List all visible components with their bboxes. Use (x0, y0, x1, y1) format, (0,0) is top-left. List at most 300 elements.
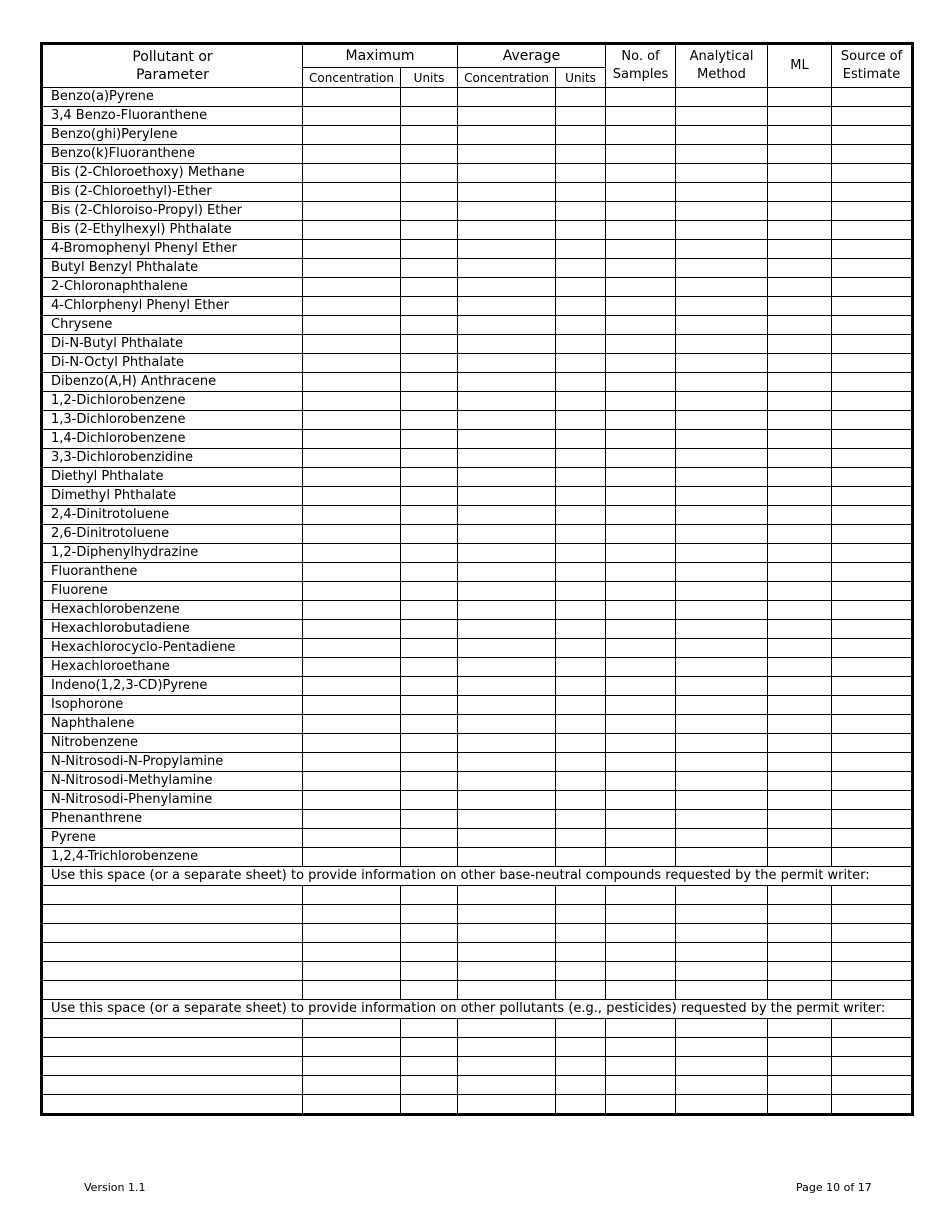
samples-cell[interactable] (606, 677, 676, 696)
max-concentration-cell[interactable] (303, 240, 401, 259)
samples-cell[interactable] (606, 525, 676, 544)
ml-cell[interactable] (768, 943, 832, 962)
method-cell[interactable] (676, 943, 768, 962)
max-concentration-cell[interactable] (303, 525, 401, 544)
ml-cell[interactable] (768, 601, 832, 620)
ml-cell[interactable] (768, 734, 832, 753)
source-cell[interactable] (832, 810, 913, 829)
method-cell[interactable] (676, 753, 768, 772)
samples-cell[interactable] (606, 202, 676, 221)
max-concentration-cell[interactable] (303, 1019, 401, 1038)
source-cell[interactable] (832, 943, 913, 962)
max-concentration-cell[interactable] (303, 658, 401, 677)
method-cell[interactable] (676, 88, 768, 107)
max-concentration-cell[interactable] (303, 392, 401, 411)
avg-units-cell[interactable] (556, 240, 606, 259)
ml-cell[interactable] (768, 791, 832, 810)
avg-concentration-cell[interactable] (458, 658, 556, 677)
avg-concentration-cell[interactable] (458, 1057, 556, 1076)
max-concentration-cell[interactable] (303, 1095, 401, 1115)
max-concentration-cell[interactable] (303, 183, 401, 202)
method-cell[interactable] (676, 430, 768, 449)
samples-cell[interactable] (606, 962, 676, 981)
max-concentration-cell[interactable] (303, 829, 401, 848)
samples-cell[interactable] (606, 753, 676, 772)
method-cell[interactable] (676, 487, 768, 506)
ml-cell[interactable] (768, 183, 832, 202)
avg-units-cell[interactable] (556, 981, 606, 1000)
samples-cell[interactable] (606, 1057, 676, 1076)
source-cell[interactable] (832, 563, 913, 582)
max-units-cell[interactable] (401, 373, 458, 392)
avg-concentration-cell[interactable] (458, 107, 556, 126)
method-cell[interactable] (676, 563, 768, 582)
avg-concentration-cell[interactable] (458, 924, 556, 943)
samples-cell[interactable] (606, 278, 676, 297)
max-concentration-cell[interactable] (303, 544, 401, 563)
max-units-cell[interactable] (401, 354, 458, 373)
max-units-cell[interactable] (401, 278, 458, 297)
source-cell[interactable] (832, 924, 913, 943)
samples-cell[interactable] (606, 468, 676, 487)
ml-cell[interactable] (768, 544, 832, 563)
samples-cell[interactable] (606, 183, 676, 202)
max-units-cell[interactable] (401, 430, 458, 449)
source-cell[interactable] (832, 734, 913, 753)
avg-units-cell[interactable] (556, 202, 606, 221)
avg-units-cell[interactable] (556, 639, 606, 658)
ml-cell[interactable] (768, 1019, 832, 1038)
avg-concentration-cell[interactable] (458, 164, 556, 183)
avg-concentration-cell[interactable] (458, 278, 556, 297)
ml-cell[interactable] (768, 316, 832, 335)
samples-cell[interactable] (606, 373, 676, 392)
source-cell[interactable] (832, 886, 913, 905)
max-concentration-cell[interactable] (303, 886, 401, 905)
avg-concentration-cell[interactable] (458, 563, 556, 582)
max-concentration-cell[interactable] (303, 506, 401, 525)
max-units-cell[interactable] (401, 981, 458, 1000)
source-cell[interactable] (832, 411, 913, 430)
avg-units-cell[interactable] (556, 943, 606, 962)
ml-cell[interactable] (768, 677, 832, 696)
samples-cell[interactable] (606, 696, 676, 715)
avg-units-cell[interactable] (556, 734, 606, 753)
avg-concentration-cell[interactable] (458, 88, 556, 107)
avg-concentration-cell[interactable] (458, 620, 556, 639)
source-cell[interactable] (832, 981, 913, 1000)
max-units-cell[interactable] (401, 601, 458, 620)
avg-concentration-cell[interactable] (458, 582, 556, 601)
ml-cell[interactable] (768, 240, 832, 259)
max-concentration-cell[interactable] (303, 88, 401, 107)
max-concentration-cell[interactable] (303, 164, 401, 183)
source-cell[interactable] (832, 468, 913, 487)
avg-concentration-cell[interactable] (458, 297, 556, 316)
avg-units-cell[interactable] (556, 164, 606, 183)
avg-units-cell[interactable] (556, 392, 606, 411)
source-cell[interactable] (832, 658, 913, 677)
max-units-cell[interactable] (401, 772, 458, 791)
avg-units-cell[interactable] (556, 297, 606, 316)
source-cell[interactable] (832, 88, 913, 107)
max-units-cell[interactable] (401, 126, 458, 145)
avg-concentration-cell[interactable] (458, 373, 556, 392)
max-units-cell[interactable] (401, 202, 458, 221)
samples-cell[interactable] (606, 715, 676, 734)
avg-concentration-cell[interactable] (458, 506, 556, 525)
source-cell[interactable] (832, 202, 913, 221)
samples-cell[interactable] (606, 354, 676, 373)
avg-concentration-cell[interactable] (458, 430, 556, 449)
source-cell[interactable] (832, 126, 913, 145)
avg-concentration-cell[interactable] (458, 829, 556, 848)
avg-units-cell[interactable] (556, 430, 606, 449)
samples-cell[interactable] (606, 145, 676, 164)
samples-cell[interactable] (606, 335, 676, 354)
avg-units-cell[interactable] (556, 753, 606, 772)
max-concentration-cell[interactable] (303, 582, 401, 601)
samples-cell[interactable] (606, 126, 676, 145)
avg-units-cell[interactable] (556, 601, 606, 620)
max-concentration-cell[interactable] (303, 373, 401, 392)
method-cell[interactable] (676, 202, 768, 221)
source-cell[interactable] (832, 221, 913, 240)
avg-concentration-cell[interactable] (458, 943, 556, 962)
source-cell[interactable] (832, 259, 913, 278)
max-concentration-cell[interactable] (303, 354, 401, 373)
samples-cell[interactable] (606, 107, 676, 126)
method-cell[interactable] (676, 715, 768, 734)
method-cell[interactable] (676, 316, 768, 335)
max-concentration-cell[interactable] (303, 487, 401, 506)
max-units-cell[interactable] (401, 1076, 458, 1095)
max-concentration-cell[interactable] (303, 107, 401, 126)
avg-concentration-cell[interactable] (458, 354, 556, 373)
avg-concentration-cell[interactable] (458, 677, 556, 696)
samples-cell[interactable] (606, 259, 676, 278)
method-cell[interactable] (676, 924, 768, 943)
max-concentration-cell[interactable] (303, 126, 401, 145)
ml-cell[interactable] (768, 392, 832, 411)
avg-units-cell[interactable] (556, 354, 606, 373)
max-concentration-cell[interactable] (303, 278, 401, 297)
max-concentration-cell[interactable] (303, 924, 401, 943)
avg-units-cell[interactable] (556, 468, 606, 487)
method-cell[interactable] (676, 810, 768, 829)
ml-cell[interactable] (768, 772, 832, 791)
source-cell[interactable] (832, 506, 913, 525)
samples-cell[interactable] (606, 1038, 676, 1057)
avg-units-cell[interactable] (556, 411, 606, 430)
ml-cell[interactable] (768, 354, 832, 373)
method-cell[interactable] (676, 468, 768, 487)
max-units-cell[interactable] (401, 316, 458, 335)
ml-cell[interactable] (768, 164, 832, 183)
avg-units-cell[interactable] (556, 715, 606, 734)
samples-cell[interactable] (606, 620, 676, 639)
max-concentration-cell[interactable] (303, 430, 401, 449)
max-units-cell[interactable] (401, 753, 458, 772)
avg-units-cell[interactable] (556, 1019, 606, 1038)
max-units-cell[interactable] (401, 1057, 458, 1076)
avg-concentration-cell[interactable] (458, 772, 556, 791)
max-units-cell[interactable] (401, 677, 458, 696)
max-concentration-cell[interactable] (303, 297, 401, 316)
avg-concentration-cell[interactable] (458, 601, 556, 620)
max-units-cell[interactable] (401, 335, 458, 354)
method-cell[interactable] (676, 1057, 768, 1076)
source-cell[interactable] (832, 620, 913, 639)
method-cell[interactable] (676, 886, 768, 905)
source-cell[interactable] (832, 392, 913, 411)
method-cell[interactable] (676, 221, 768, 240)
max-units-cell[interactable] (401, 145, 458, 164)
max-units-cell[interactable] (401, 924, 458, 943)
source-cell[interactable] (832, 430, 913, 449)
max-concentration-cell[interactable] (303, 677, 401, 696)
avg-concentration-cell[interactable] (458, 449, 556, 468)
max-concentration-cell[interactable] (303, 563, 401, 582)
max-concentration-cell[interactable] (303, 715, 401, 734)
avg-units-cell[interactable] (556, 677, 606, 696)
ml-cell[interactable] (768, 753, 832, 772)
method-cell[interactable] (676, 791, 768, 810)
samples-cell[interactable] (606, 164, 676, 183)
avg-concentration-cell[interactable] (458, 734, 556, 753)
max-units-cell[interactable] (401, 620, 458, 639)
method-cell[interactable] (676, 126, 768, 145)
avg-units-cell[interactable] (556, 487, 606, 506)
ml-cell[interactable] (768, 335, 832, 354)
max-units-cell[interactable] (401, 639, 458, 658)
avg-units-cell[interactable] (556, 145, 606, 164)
samples-cell[interactable] (606, 487, 676, 506)
avg-concentration-cell[interactable] (458, 715, 556, 734)
max-units-cell[interactable] (401, 734, 458, 753)
source-cell[interactable] (832, 278, 913, 297)
samples-cell[interactable] (606, 449, 676, 468)
ml-cell[interactable] (768, 221, 832, 240)
source-cell[interactable] (832, 639, 913, 658)
max-concentration-cell[interactable] (303, 962, 401, 981)
max-units-cell[interactable] (401, 829, 458, 848)
avg-units-cell[interactable] (556, 449, 606, 468)
ml-cell[interactable] (768, 1057, 832, 1076)
max-concentration-cell[interactable] (303, 601, 401, 620)
method-cell[interactable] (676, 1038, 768, 1057)
ml-cell[interactable] (768, 430, 832, 449)
source-cell[interactable] (832, 145, 913, 164)
avg-units-cell[interactable] (556, 183, 606, 202)
method-cell[interactable] (676, 392, 768, 411)
method-cell[interactable] (676, 601, 768, 620)
avg-units-cell[interactable] (556, 88, 606, 107)
avg-concentration-cell[interactable] (458, 886, 556, 905)
avg-units-cell[interactable] (556, 696, 606, 715)
samples-cell[interactable] (606, 1076, 676, 1095)
ml-cell[interactable] (768, 411, 832, 430)
avg-units-cell[interactable] (556, 582, 606, 601)
source-cell[interactable] (832, 1057, 913, 1076)
samples-cell[interactable] (606, 563, 676, 582)
max-units-cell[interactable] (401, 297, 458, 316)
source-cell[interactable] (832, 696, 913, 715)
avg-concentration-cell[interactable] (458, 126, 556, 145)
avg-concentration-cell[interactable] (458, 639, 556, 658)
method-cell[interactable] (676, 449, 768, 468)
max-units-cell[interactable] (401, 1038, 458, 1057)
ml-cell[interactable] (768, 658, 832, 677)
samples-cell[interactable] (606, 943, 676, 962)
avg-concentration-cell[interactable] (458, 468, 556, 487)
max-units-cell[interactable] (401, 392, 458, 411)
method-cell[interactable] (676, 107, 768, 126)
samples-cell[interactable] (606, 886, 676, 905)
avg-units-cell[interactable] (556, 848, 606, 867)
avg-concentration-cell[interactable] (458, 1038, 556, 1057)
max-units-cell[interactable] (401, 886, 458, 905)
source-cell[interactable] (832, 1019, 913, 1038)
method-cell[interactable] (676, 772, 768, 791)
max-units-cell[interactable] (401, 240, 458, 259)
max-concentration-cell[interactable] (303, 943, 401, 962)
max-units-cell[interactable] (401, 962, 458, 981)
max-units-cell[interactable] (401, 563, 458, 582)
samples-cell[interactable] (606, 506, 676, 525)
method-cell[interactable] (676, 373, 768, 392)
method-cell[interactable] (676, 354, 768, 373)
max-concentration-cell[interactable] (303, 620, 401, 639)
source-cell[interactable] (832, 582, 913, 601)
max-units-cell[interactable] (401, 943, 458, 962)
source-cell[interactable] (832, 487, 913, 506)
samples-cell[interactable] (606, 848, 676, 867)
avg-concentration-cell[interactable] (458, 696, 556, 715)
samples-cell[interactable] (606, 791, 676, 810)
source-cell[interactable] (832, 107, 913, 126)
avg-concentration-cell[interactable] (458, 1095, 556, 1115)
samples-cell[interactable] (606, 88, 676, 107)
max-concentration-cell[interactable] (303, 259, 401, 278)
avg-units-cell[interactable] (556, 563, 606, 582)
source-cell[interactable] (832, 753, 913, 772)
ml-cell[interactable] (768, 886, 832, 905)
ml-cell[interactable] (768, 449, 832, 468)
max-concentration-cell[interactable] (303, 145, 401, 164)
method-cell[interactable] (676, 183, 768, 202)
method-cell[interactable] (676, 506, 768, 525)
ml-cell[interactable] (768, 848, 832, 867)
avg-concentration-cell[interactable] (458, 335, 556, 354)
source-cell[interactable] (832, 544, 913, 563)
avg-concentration-cell[interactable] (458, 240, 556, 259)
method-cell[interactable] (676, 582, 768, 601)
avg-concentration-cell[interactable] (458, 1076, 556, 1095)
max-units-cell[interactable] (401, 848, 458, 867)
method-cell[interactable] (676, 164, 768, 183)
ml-cell[interactable] (768, 639, 832, 658)
max-concentration-cell[interactable] (303, 449, 401, 468)
max-concentration-cell[interactable] (303, 221, 401, 240)
avg-concentration-cell[interactable] (458, 905, 556, 924)
ml-cell[interactable] (768, 373, 832, 392)
source-cell[interactable] (832, 525, 913, 544)
max-units-cell[interactable] (401, 582, 458, 601)
samples-cell[interactable] (606, 772, 676, 791)
max-concentration-cell[interactable] (303, 411, 401, 430)
source-cell[interactable] (832, 373, 913, 392)
ml-cell[interactable] (768, 506, 832, 525)
max-concentration-cell[interactable] (303, 316, 401, 335)
max-units-cell[interactable] (401, 544, 458, 563)
max-units-cell[interactable] (401, 715, 458, 734)
samples-cell[interactable] (606, 810, 676, 829)
avg-units-cell[interactable] (556, 1095, 606, 1115)
avg-units-cell[interactable] (556, 278, 606, 297)
max-units-cell[interactable] (401, 468, 458, 487)
samples-cell[interactable] (606, 905, 676, 924)
source-cell[interactable] (832, 354, 913, 373)
max-concentration-cell[interactable] (303, 905, 401, 924)
avg-concentration-cell[interactable] (458, 221, 556, 240)
max-units-cell[interactable] (401, 658, 458, 677)
samples-cell[interactable] (606, 639, 676, 658)
avg-units-cell[interactable] (556, 924, 606, 943)
ml-cell[interactable] (768, 715, 832, 734)
ml-cell[interactable] (768, 88, 832, 107)
ml-cell[interactable] (768, 126, 832, 145)
avg-units-cell[interactable] (556, 544, 606, 563)
ml-cell[interactable] (768, 278, 832, 297)
avg-units-cell[interactable] (556, 620, 606, 639)
ml-cell[interactable] (768, 202, 832, 221)
samples-cell[interactable] (606, 392, 676, 411)
avg-concentration-cell[interactable] (458, 316, 556, 335)
samples-cell[interactable] (606, 1095, 676, 1115)
source-cell[interactable] (832, 772, 913, 791)
source-cell[interactable] (832, 240, 913, 259)
samples-cell[interactable] (606, 297, 676, 316)
samples-cell[interactable] (606, 734, 676, 753)
source-cell[interactable] (832, 677, 913, 696)
avg-units-cell[interactable] (556, 107, 606, 126)
avg-units-cell[interactable] (556, 1057, 606, 1076)
max-units-cell[interactable] (401, 905, 458, 924)
max-units-cell[interactable] (401, 525, 458, 544)
max-concentration-cell[interactable] (303, 335, 401, 354)
max-units-cell[interactable] (401, 696, 458, 715)
ml-cell[interactable] (768, 829, 832, 848)
avg-concentration-cell[interactable] (458, 981, 556, 1000)
max-concentration-cell[interactable] (303, 810, 401, 829)
source-cell[interactable] (832, 1076, 913, 1095)
samples-cell[interactable] (606, 924, 676, 943)
avg-units-cell[interactable] (556, 905, 606, 924)
avg-units-cell[interactable] (556, 259, 606, 278)
max-concentration-cell[interactable] (303, 734, 401, 753)
ml-cell[interactable] (768, 981, 832, 1000)
avg-concentration-cell[interactable] (458, 411, 556, 430)
method-cell[interactable] (676, 335, 768, 354)
method-cell[interactable] (676, 962, 768, 981)
avg-units-cell[interactable] (556, 791, 606, 810)
max-units-cell[interactable] (401, 1019, 458, 1038)
max-concentration-cell[interactable] (303, 848, 401, 867)
samples-cell[interactable] (606, 221, 676, 240)
source-cell[interactable] (832, 316, 913, 335)
max-units-cell[interactable] (401, 107, 458, 126)
